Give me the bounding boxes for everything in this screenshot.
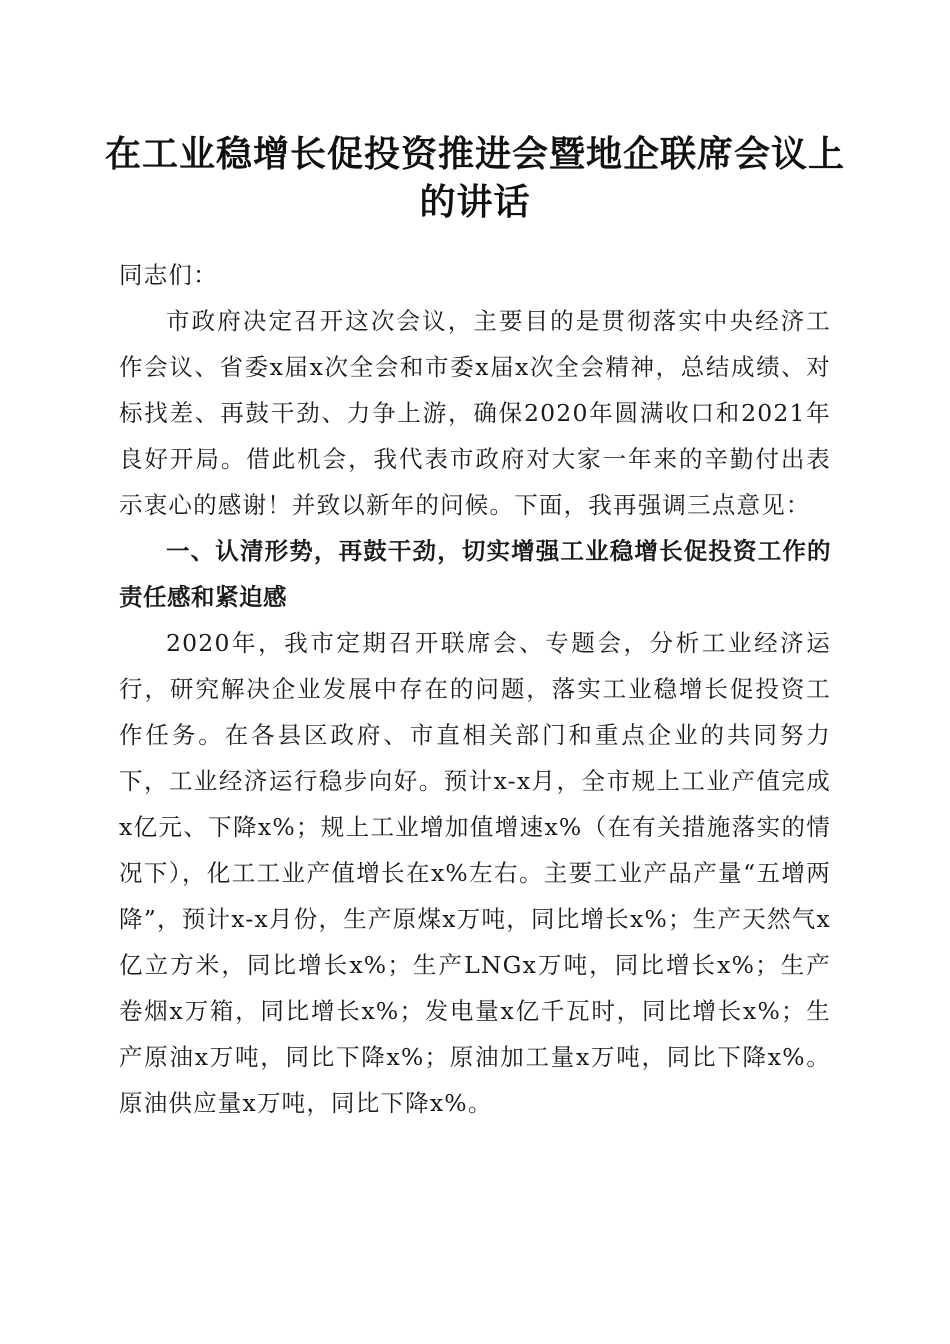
salutation: 同志们： xyxy=(119,261,218,289)
document-title: 在工业稳增长促投资推进会暨地企联席会议上的讲话 xyxy=(104,133,845,223)
document-body xyxy=(119,252,831,1126)
section-paragraph: 2020年，我市定期召开联席会、专题会，分析工业经济运行，研究解决企业发展中存在的问题，落实工业稳增长促投资工作任务。在各县区政府、市直相关部门和重点企业的共同努力下，工业经济运行稳步向好。预计x-x月，全市规上工业产值完成x亿元、下降x%；规上工业增加值增速x%（在有关措施落实的情况下），化工工业产值增长在x%左右。主要工业产品产量“五增两降”，预计x-x月份，生产原煤x万吨，同比增长x%；生产天然气x亿立方米，同比增长x%；生产LNGx万吨，同比增长x%；生产卷烟x万箱，同比增长x%；发电量x亿千瓦时，同比增长x%；生产原油x万吨，同比下降x%；原油加工量x万吨，同比下降x%。原油供应量x万吨，同比下降x%。 xyxy=(119,629,831,1117)
intro-paragraph: 市政府决定召开这次会议，主要目的是贯彻落实中央经济工作会议、省委x届x次全会和市委x届x次全会精神，总结成绩、对标找差、再鼓干劲、力争上游，确保2020年圆满收口和2021年良好开局。借此机会，我代表市政府对大家一年来的辛勤付出表示衷心的感谢！并致以新年的问候。下面，我再强调三点意见： xyxy=(119,307,831,519)
section-heading: 一、认清形势，再鼓干劲，切实增强工业稳增长促投资工作的责任感和紧迫感 xyxy=(119,537,831,611)
